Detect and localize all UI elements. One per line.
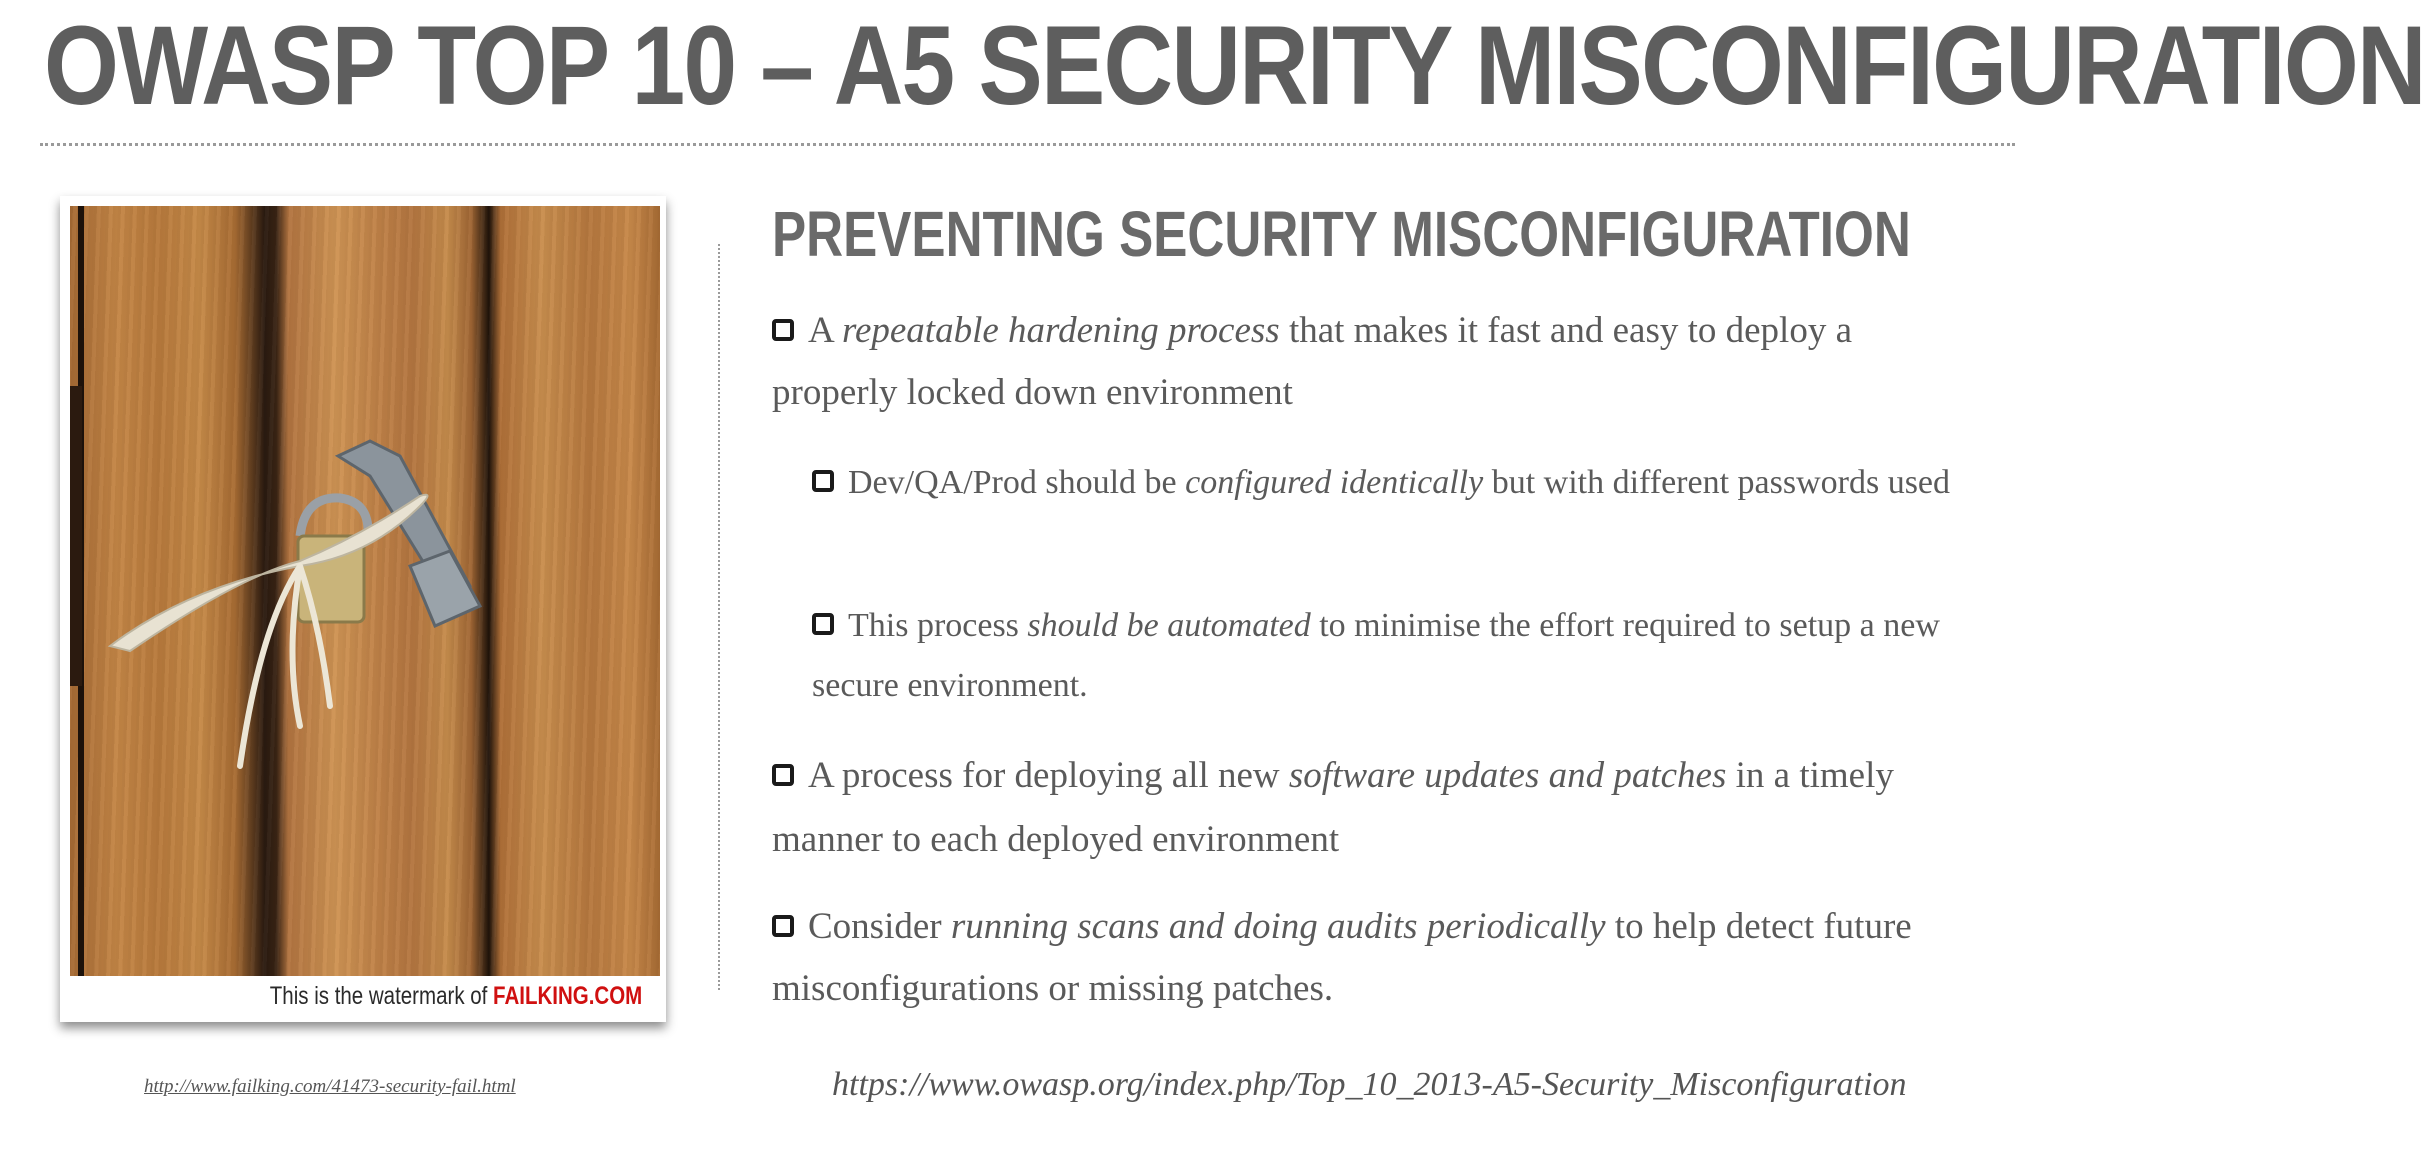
column-divider (718, 244, 720, 990)
slide-title: OWASP TOP 10 – A5 SECURITY MISCONFIGURATION (44, 3, 2425, 128)
bullet-text: A (808, 310, 842, 351)
bullet-text: to minimise the effort required to setup a new secure environment. (812, 607, 1940, 704)
padlock-shackle (300, 498, 368, 536)
owasp-reference-link[interactable]: https://www.owasp.org/index.php/Top_10_2013-A5-Security_Misconfiguration (832, 1066, 1907, 1103)
bullet-text: to help detect future misconfigurations or missing patches. (772, 906, 1912, 1009)
bullet-emphasis: repeatable hardening process (841, 310, 1280, 351)
wood-shadow-left (70, 386, 82, 686)
checkbox-icon (772, 915, 794, 937)
bullet-text: Consider (808, 906, 951, 947)
bullet-configured-identically (812, 454, 1992, 512)
bullet-text: in a timely manner to each deployed environment (772, 755, 1894, 860)
bullet-emphasis: should be automated (1027, 607, 1311, 644)
image-watermark (70, 976, 660, 1016)
checkbox-icon (812, 470, 834, 492)
bullet-text: that makes it fast and easy to deploy a properly locked down environment (772, 310, 1852, 413)
checkbox-icon (812, 613, 834, 635)
image-source-link[interactable]: http://www.failking.com/41473-security-fail.html (144, 1076, 516, 1097)
padlock-photo-frame (60, 196, 666, 1022)
bullet-emphasis: configured identically (1185, 464, 1484, 501)
hasp-staple (410, 551, 480, 626)
bullet-text: A process for deploying all new (808, 755, 1289, 796)
bullet-hardening-process (772, 300, 1972, 424)
title-divider (40, 143, 2015, 146)
bullet-emphasis: software updates and patches (1288, 755, 1727, 796)
bullet-text: Dev/QA/Prod should be (848, 464, 1186, 501)
bullet-scans-audits (772, 896, 1972, 1020)
watermark-brand: FAILKING.COM (492, 982, 642, 1010)
bullet-updates-patches (772, 744, 1972, 872)
bullet-automated (812, 596, 1992, 716)
bullet-text: This process (848, 607, 1028, 644)
padlock-illustration (70, 206, 660, 976)
checkbox-icon (772, 319, 794, 341)
bullet-emphasis: running scans and doing audits periodically (950, 906, 1606, 947)
watermark-prefix: This is the watermark of (269, 982, 493, 1010)
section-heading: PREVENTING SECURITY MISCONFIGURATION (772, 198, 1911, 270)
padlock-photo (70, 206, 660, 976)
checkbox-icon (772, 764, 794, 786)
bullet-text: but with different passwords used (1483, 464, 1951, 501)
